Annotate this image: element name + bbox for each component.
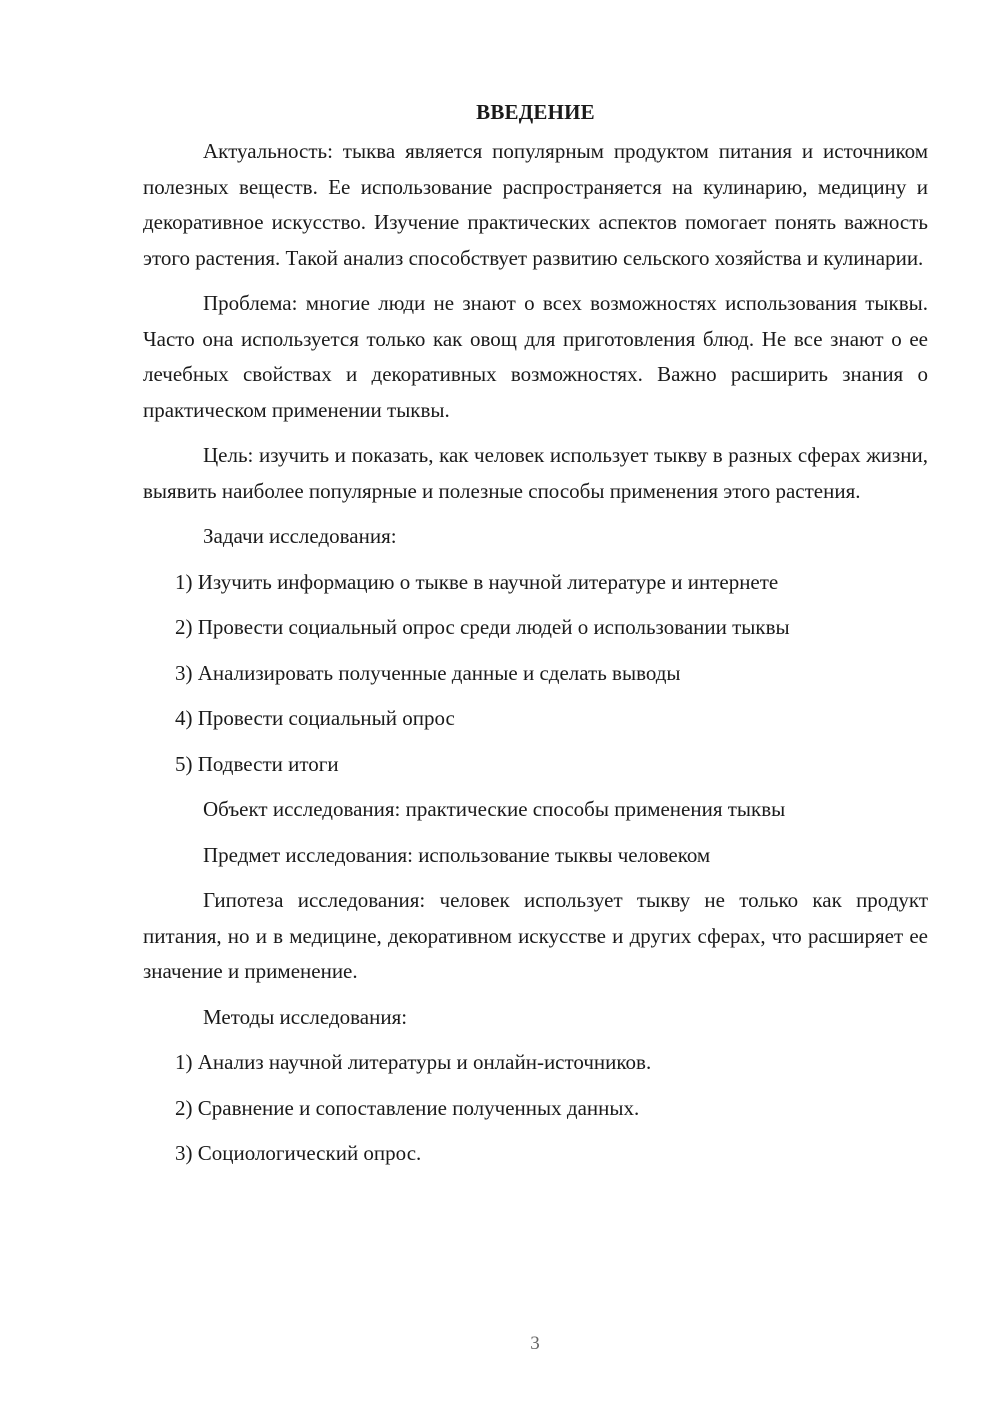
- methods-heading: Методы исследования:: [203, 1004, 408, 1029]
- research-object: Объект исследования: практические способы применения тыквы: [203, 797, 786, 821]
- hypothesis-paragraph: Гипотеза исследования: человек использует тыкву не только как продукт питания, но и в медицине, декоративном искусстве и других сферах, что расширяет ее значение и применение.: [143, 888, 928, 983]
- tasks-heading: Задачи исследования:: [203, 524, 397, 548]
- research-subject: Предмет исследования: использование тыквы человеком: [203, 842, 711, 867]
- relevance-paragraph: Актуальность: тыква является популярным продуктом питания и источником полезных веществ. Ее использование распространяется на кулинарию, медицину и декоративное искусство. Изучение практических аспектов помогает понять важность этого растения. Такой анализ способствует развитию сельского хозяйства и кулинарии.: [143, 139, 928, 270]
- problem-paragraph: Проблема: многие люди не знают о всех возможностях использования тыквы. Часто она используется только как овощ для приготовления блюд. Не все знают о ее лечебных свойствах и декоративных возможностях. Важно расширить знания о практическом применении тыквы.: [143, 291, 928, 422]
- method-item-2: 2) Сравнение и сопоставление полученных данных.: [175, 1095, 640, 1120]
- page-content: [143, 94, 928, 1182]
- section-title: ВВЕДЕНИЕ: [476, 100, 595, 124]
- method-item-3: 3) Социологический опрос.: [175, 1141, 422, 1165]
- task-item-5: 5) Подвести итоги: [175, 751, 339, 776]
- goal-paragraph: Цель: изучить и показать, как человек использует тыкву в разных сферах жизни, выявить наиболее популярные и полезные способы применения этого растения.: [143, 443, 928, 503]
- task-item-4: 4) Провести социальный опрос: [175, 706, 455, 730]
- method-item-1: 1) Анализ научной литературы и онлайн-источников.: [175, 1050, 652, 1074]
- task-item-3: 3) Анализировать полученные данные и сделать выводы: [175, 660, 681, 685]
- page-number: 3: [530, 1333, 540, 1354]
- task-item-1: 1) Изучить информацию о тыкве в научной литературе и интернете: [175, 569, 779, 594]
- task-item-2: 2) Провести социальный опрос среди людей о использовании тыквы: [175, 615, 790, 639]
